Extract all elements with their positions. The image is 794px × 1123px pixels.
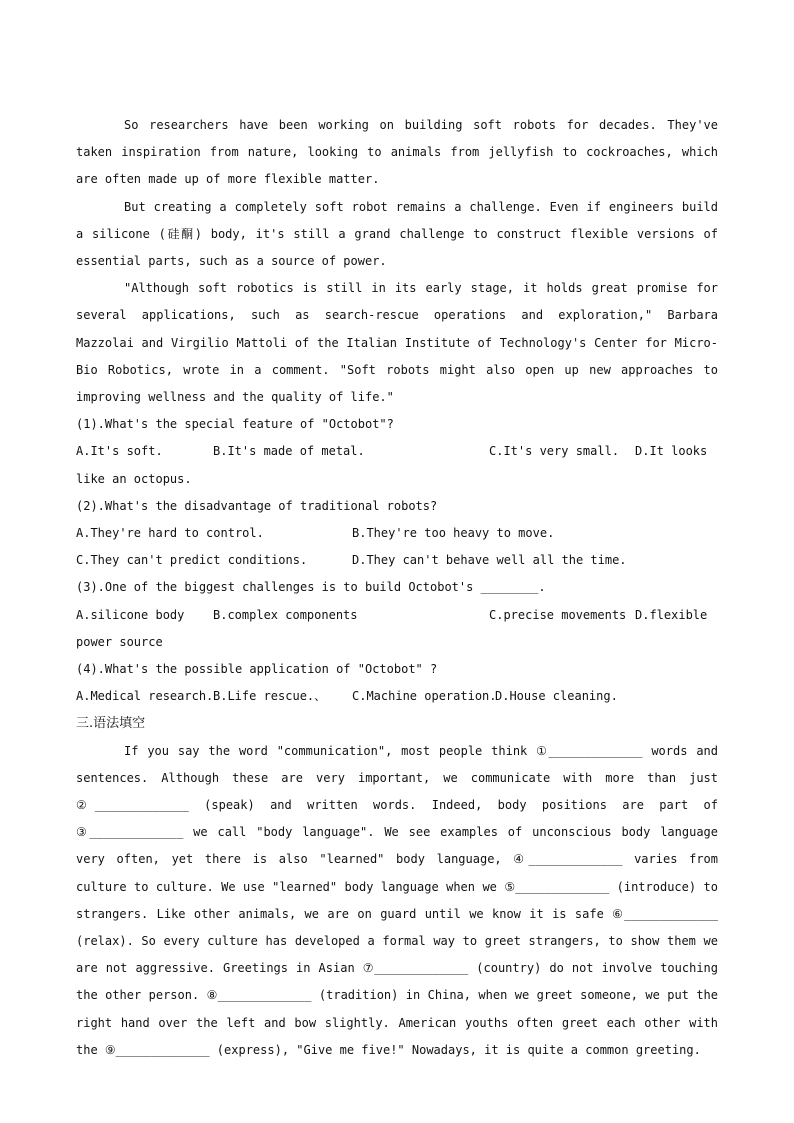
option-c: C.Machine operation. [352, 689, 497, 704]
question-2 [76, 493, 718, 575]
option-b: B.They're too heavy to move. [352, 526, 555, 541]
option-b: B.It's made of metal. [213, 444, 365, 459]
option-d-continued: like an octopus. [76, 471, 192, 486]
question-stem: (2).What's the disadvantage of traditional robots? [76, 498, 438, 513]
option-a: A.It's soft. [76, 444, 163, 459]
reading-paragraph-3: "Although soft robotics is still in its early stage, it holds great promise for several applications, such as search-rescue operations and exploration," Barbara Mazzolai and Virgilio Mattoli of the Italian Institute of Technology's Center for Micro-Bio Robotics, wrote in a comment. "Soft robots might also open up new approaches to improving wellness and the quality of life." [76, 281, 718, 405]
question-options-row-2 [76, 547, 718, 574]
option-b: B.complex components [213, 607, 358, 622]
option-d: D.House cleaning. [495, 689, 618, 704]
question-options-row-1 [76, 520, 718, 547]
grammar-fill-paragraph: If you say the word "communication", most people think ①_____________ words and sentences. Although these are very important, we communicate with more than just ②_____________ (speak) and written words. Indeed, body positions are part of ③_____________ we call "body language". We see examples of unconscious body language very often, yet there is also "learned" body language, ④_____________ varies from culture to culture. We use "learned" body language when we ⑤_____________ (introduce) to strangers. Like other animals, we are on guard until we know it is safe ⑥_____________ (relax). So every culture has developed a formal way to greet strangers, to show them we are not aggressive. Greetings in Asian ⑦_____________ (country) do not involve touching the other person. ⑧_____________ (tradition) in China, when we greet someone, we put the right hand over the left and bow slightly. American youths often greet each other with the ⑨_____________ (express), "Give me five!" Nowadays, it is quite a common greeting. [76, 743, 718, 1057]
question-options [76, 438, 718, 465]
option-a: A.Medical research. [76, 689, 214, 704]
reading-paragraph-1: So researchers have been working on building soft robots for decades. They've taken inspiration from nature, looking to animals from jellyfish to cockroaches, which are often made up of more flexible matter. [76, 118, 718, 187]
option-d: D.It looks [635, 444, 708, 459]
option-a: A.silicone body [76, 607, 185, 622]
option-c: C.It's very small. [489, 444, 620, 459]
question-options [76, 602, 718, 629]
question-options [76, 683, 718, 710]
question-4 [76, 656, 718, 710]
document-page [76, 112, 718, 1064]
option-d: D.flexible [635, 607, 708, 622]
question-stem: (1).What's the special feature of "Octobot"? [76, 417, 394, 432]
option-c: C.They can't predict conditions. [76, 553, 308, 568]
option-a: A.They're hard to control. [76, 526, 264, 541]
question-1 [76, 411, 718, 493]
section-heading: 三.语法填空 [76, 716, 146, 732]
reading-paragraph-2: But creating a completely soft robot remains a challenge. Even if engineers build a silicone (硅酮) body, it's still a grand challenge to construct flexible versions of essential parts, such as a source of power. [76, 199, 718, 269]
option-b: B.Life rescue.、 [213, 689, 327, 704]
question-stem: (3).One of the biggest challenges is to build Octobot's ________. [76, 580, 546, 595]
question-stem: (4).What's the possible application of "Octobot" ? [76, 662, 438, 676]
question-3 [76, 574, 718, 656]
option-c: C.precise movements [489, 607, 627, 622]
option-d: D.They can't behave well all the time. [352, 553, 627, 568]
option-d-continued: power source [76, 634, 163, 649]
